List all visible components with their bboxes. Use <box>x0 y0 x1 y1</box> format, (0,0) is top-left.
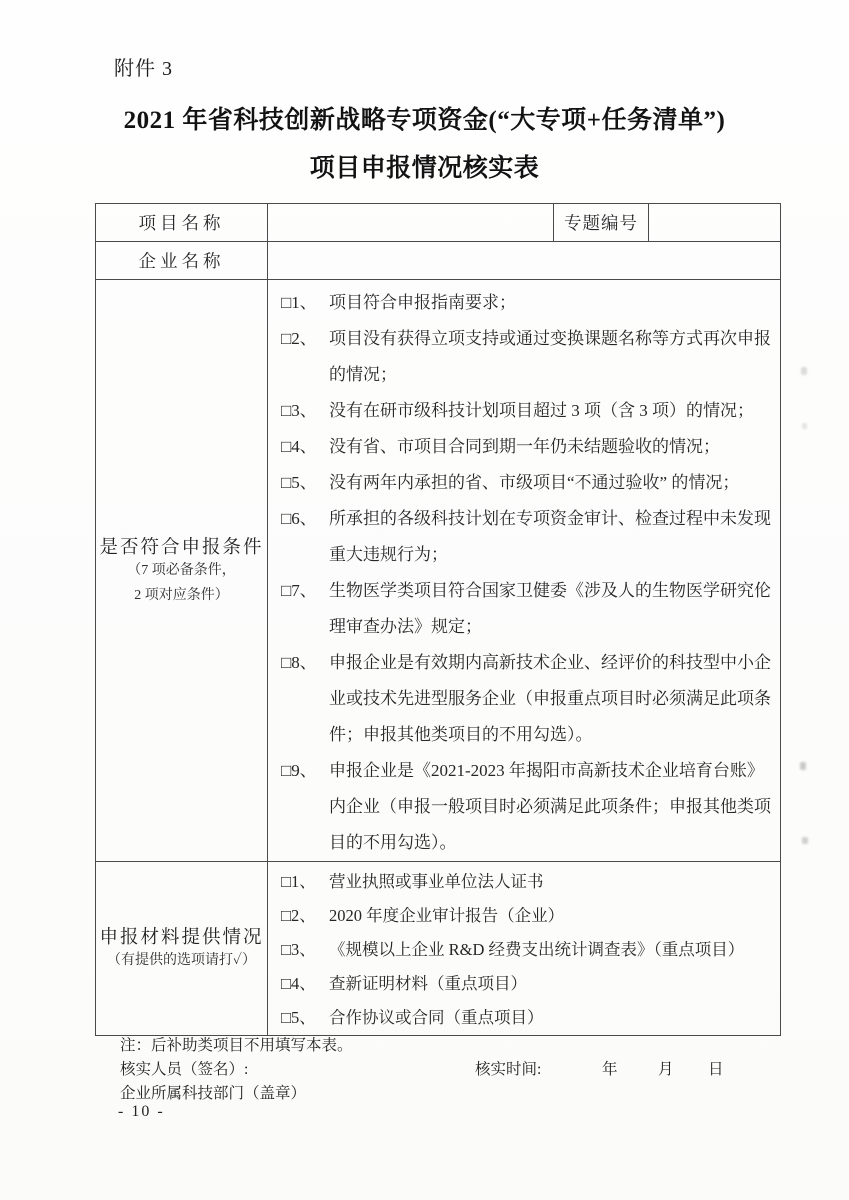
verifier-signature-label: 核实人员（签名）: <box>120 1061 249 1078</box>
verify-time-label: 核实时间: <box>475 1061 542 1078</box>
topic-code-label: 专题编号 <box>554 204 649 242</box>
material-item <box>281 967 776 1001</box>
row-materials <box>96 862 781 1036</box>
condition-text: 项目符合申报指南要求； <box>329 293 516 312</box>
dept-stamp-label: 企业所属科技部门（盖章） <box>120 1085 307 1102</box>
scan-artifact <box>800 762 806 770</box>
checkbox-marker: □7、 <box>281 581 317 600</box>
checkbox-marker: □5、 <box>281 1008 316 1027</box>
material-item <box>281 865 776 899</box>
checkbox-marker: □2、 <box>281 329 317 348</box>
condition-item <box>281 501 776 573</box>
conditions-header-sub1: （7 项必备条件， <box>127 563 236 578</box>
condition-item <box>281 573 776 645</box>
checkbox-marker: □3、 <box>281 401 317 420</box>
document-title-line1: 2021 年省科技创新战略专项资金(“大专项+任务清单”) <box>123 107 726 134</box>
month-label: 月 <box>658 1061 674 1078</box>
condition-item <box>281 465 776 501</box>
scan-artifact <box>801 367 807 375</box>
materials-header-sub: （有提供的选项请打✓） <box>106 953 257 969</box>
material-text: 查新证明材料（重点项目） <box>329 974 527 993</box>
condition-item <box>281 285 776 321</box>
condition-text: 生物医学类项目符合国家卫健委《涉及人的生物医学研究伦理审查办法》规定； <box>329 581 771 636</box>
year-label: 年 <box>602 1061 618 1078</box>
condition-item <box>281 429 776 465</box>
scan-artifact <box>802 837 808 844</box>
conditions-items-cell <box>268 280 781 862</box>
checkbox-marker: □2、 <box>281 906 316 925</box>
material-item <box>281 933 776 967</box>
material-text: 营业执照或事业单位法人证书 <box>329 872 544 891</box>
condition-text: 所承担的各级科技计划在专项资金审计、检查过程中未发现重大违规行为； <box>329 509 771 564</box>
company-name-value <box>268 242 781 280</box>
condition-text: 申报企业是《2021-2023 年揭阳市高新技术企业培育台账》内企业（申报一般项目时必须满足此项条件；申报其他类项目的不用勾选）。 <box>329 761 771 852</box>
condition-text: 没有两年内承担的省、市级项目“不通过验收” 的情况； <box>329 473 740 492</box>
condition-text: 项目没有获得立项支持或通过变换课题名称等方式再次申报的情况； <box>329 329 771 384</box>
material-text: 2020 年度企业审计报告（企业） <box>329 906 565 925</box>
checkbox-marker: □1、 <box>281 293 317 312</box>
conditions-header-sub2: 2 项对应条件） <box>134 587 229 603</box>
document-title-line2: 项目申报情况核实表 <box>309 155 540 182</box>
condition-item <box>281 393 776 429</box>
row-project-name <box>96 204 781 242</box>
condition-item <box>281 321 776 393</box>
scan-artifact <box>802 423 807 429</box>
material-text: 《规模以上企业 R&D 经费支出统计调查表》（重点项目） <box>329 940 745 959</box>
row-conditions <box>96 280 781 862</box>
condition-item <box>281 645 776 753</box>
footer-note: 注：后补助类项目不用填写本表。 <box>120 1037 353 1054</box>
project-name-value <box>268 204 554 242</box>
day-label: 日 <box>708 1061 724 1078</box>
topic-code-value <box>649 204 781 242</box>
company-name-label: 企业名称 <box>96 242 268 280</box>
materials-header-cell <box>96 862 268 1036</box>
condition-text: 申报企业是有效期内高新技术企业、经评价的科技型中小企业或技术先进型服务企业（申报重点项目时必须满足此项条件；申报其他类项目的不用勾选）。 <box>329 653 771 744</box>
material-text: 合作协议或合同（重点项目） <box>329 1008 544 1027</box>
row-company-name <box>96 242 781 280</box>
page-number: - 10 - <box>118 1103 165 1120</box>
checkbox-marker: □6、 <box>281 509 317 528</box>
conditions-header-cell <box>96 280 268 862</box>
materials-items-cell <box>268 862 781 1036</box>
project-name-label: 项目名称 <box>96 204 268 242</box>
checkbox-marker: □5、 <box>281 473 317 492</box>
checkbox-marker: □8、 <box>281 653 317 672</box>
checkbox-marker: □3、 <box>281 940 316 959</box>
condition-text: 没有在研市级科技计划项目超过 3 项（含 3 项）的情况； <box>329 401 754 420</box>
materials-header-title: 申报材料提供情况 <box>99 928 264 949</box>
materials-list <box>268 862 780 1035</box>
condition-text: 没有省、市项目合同到期一年仍未结题验收的情况； <box>329 437 720 456</box>
checkbox-marker: □4、 <box>281 437 317 456</box>
condition-item <box>281 753 776 861</box>
verification-table <box>95 203 781 1036</box>
conditions-list <box>268 280 780 861</box>
material-item <box>281 1001 776 1035</box>
footer-sign-row <box>120 1057 760 1079</box>
attachment-label: 附件 3 <box>114 58 173 80</box>
checkbox-marker: □1、 <box>281 872 316 891</box>
material-item <box>281 899 776 933</box>
checkbox-marker: □9、 <box>281 761 317 780</box>
conditions-header-title: 是否符合申报条件 <box>99 538 264 558</box>
checkbox-marker: □4、 <box>281 974 316 993</box>
